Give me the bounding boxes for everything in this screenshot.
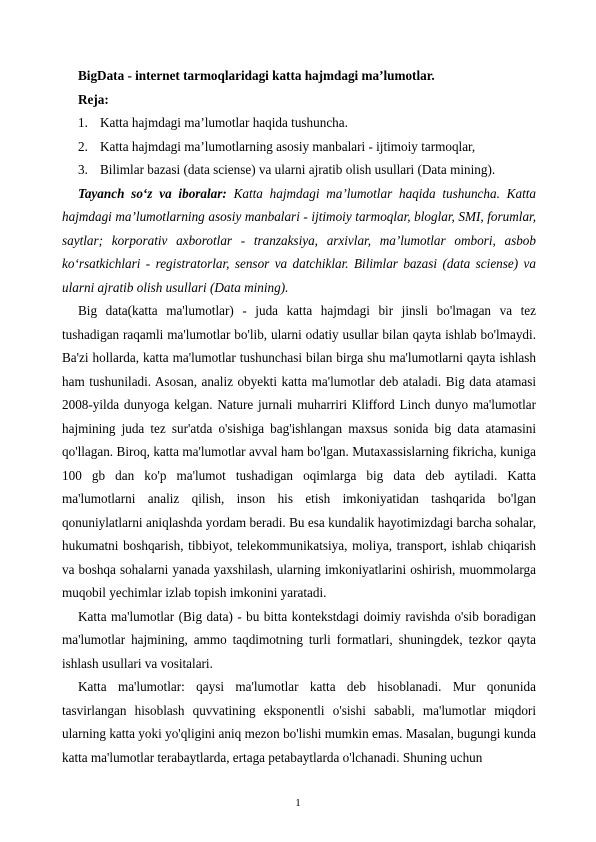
- plan-label: Reja:: [78, 91, 109, 107]
- page-body: [62, 64, 536, 769]
- plan-item: [62, 158, 536, 182]
- body-paragraph: Katta ma'lumotlar: qaysi ma'lumotlar katta deb hisoblanadi. Mur qonunida tasvirlangan hisoblash quvvatining eksponentli o'sishi sababli, ma'lumotlar miqdori ularning katta yoki yo'qligini aniq mezon bo'lishi mumkin emas. Masalan, bugungi kunda katta ma'lumotlar terabaytlarda, ertaga petabaytlarda o'lchanadi. Shuning uchun: [62, 679, 536, 765]
- plan-item-number: 2.: [78, 138, 88, 154]
- plan-item-text: Katta hajmdagi ma’lumotlar haqida tushuncha.: [100, 115, 348, 130]
- plan-item-number: 1.: [78, 115, 88, 130]
- plan-item-text: Katta hajmdagi ma’lumotlarning asosiy manbalari - ijtimoiy tarmoqlar,: [100, 138, 476, 154]
- keywords-text: Katta hajmdagi ma’lumotlar haqida tushuncha. Katta hajmdagi ma’lumotlarning asosiy manbalari - ijtimoiy tarmoqlar, bloglar, SMI, forumlar, saytlar; korporativ axborotlar - tranzaksiya, arxivlar, ma’lumotlar ombori, asbob ko‘rsatkichlari - registratorlar, sensor va datchiklar. Bilimlar bazasi (data sciense) va ularni ajratib olish usullari (Data mining).: [62, 185, 536, 295]
- keywords-paragraph: [62, 182, 536, 300]
- plan-item-text: Bilimlar bazasi (data sciense) va ularni ajratib olish usullari (Data mining).: [100, 162, 496, 177]
- page-number: 1: [295, 797, 301, 809]
- plan-item: [62, 111, 536, 135]
- body-paragraph: Katta ma'lumotlar (Big data) - bu bitta kontekstdagi doimiy ravishda o'sib boradigan ma'lumotlar hajmining, ammo taqdimotning turli formatlari, shuningdek, tezkor qayta ishlash usullari va vositalari.: [62, 608, 536, 671]
- keywords-label: Tayanch so‘z va iboralar:: [78, 185, 227, 201]
- body-paragraph: Big data(katta ma'lumotlar) - juda katta hajmdagi bir jinsli bo'lmagan va tez tushadigan raqamli ma'lumotlar bo'lib, ularni odatiy usullar bilan qayta ishlab bo'lmaydi. Ba'zi hollarda, katta ma'lumotlar tushunchasi bilan birga shu ma'lumotlarni qayta ishlash ham tushuniladi. Asosan, analiz obyekti katta ma'lumotlar deb ataladi. Big data atamasi 2008-yilda dunyoga kelgan. Nature jurnali muharriri Klifford Linch dunyo ma'lumotlar hajmining juda tez sur'atda o'sishiga bag'ishlangan maxsus sonida big data atamasini qo'llagan. Biroq, katta ma'lumotlar avval ham bo'lgan. Mutaxassislarning fikricha, kuniga 100 gb dan ko'p ma'lumot tushadigan oqimlarga big data deb aytiladi. Katta ma'lumotlarni analiz qilish, inson his etish imkoniyatidan tashqarida bo'lgan qonuniylatlarni aniqlashda yordam beradi. Bu esa kundalik hayotimizdagi barcha sohalar, hukumatni boshqarish, tibbiyot, telekommunikatsiya, moliya, transport, ishlab chiqarish va boshqa sohalarni yanada yaxshilash, ularning imkoniyatlarini oshirish, muommolarga muqobil yechimlar izlab topish imkonini yaratadi.: [62, 303, 536, 600]
- document-title: BigData - internet tarmoqlaridagi katta hajmdagi ma’lumotlar.: [78, 68, 435, 83]
- plan-item: [62, 135, 536, 159]
- plan-item-number: 3.: [78, 162, 88, 177]
